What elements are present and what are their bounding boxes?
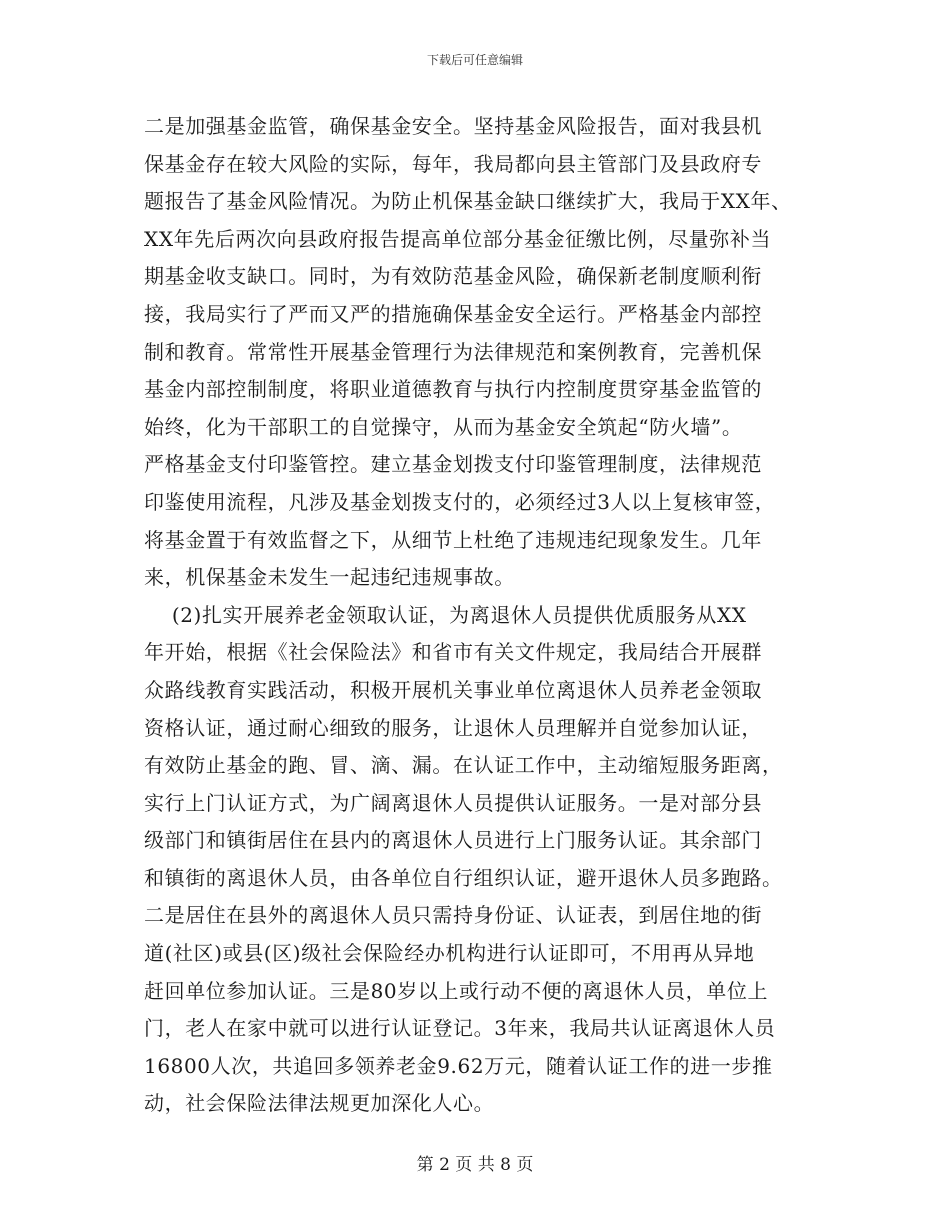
document-body [144,108,816,1123]
text-line: 接，我局实行了严而又严的措施确保基金安全运行。严格基金内部控 [144,301,762,326]
text-line: 赶回单位参加认证。三是80岁以上或行动不便的离退休人员，单位上 [144,978,769,1003]
text-line: 将基金置于有效监督之下，从细节上杜绝了违规违纪现象发生。几年 [144,527,762,552]
text-line: XX年先后两次向县政府报告提高单位部分基金征缴比例，尽量弥补当 [144,226,772,251]
text-line: 16800人次，共追回多领养老金9.62万元，随着认证工作的进一步推 [144,1053,773,1078]
text-line: 年开始，根据《社会保险法》和省市有关文件规定，我局结合开展群 [144,640,762,665]
text-line: 制和教育。常常性开展基金管理行为法律规范和案例教育，完善机保 [144,339,762,364]
text-line: 题报告了基金风险情况。为防止机保基金缺口继续扩大，我局于XX年、 [144,189,792,214]
text-line: 有效防止基金的跑、冒、滴、漏。在认证工作中，主动缩短服务距离， [144,753,783,778]
text-line: 实行上门认证方式，为广阔离退休人员提供认证服务。一是对部分县 [144,790,762,815]
text-line: 门，老人在家中就可以进行认证登记。3年来，我局共认证离退休人员 [144,1016,776,1041]
text-line: 众路线教育实践活动，积极开展机关事业单位离退休人员养老金领取 [144,677,762,702]
page-footer: 第 2 页 共 8 页 [416,1155,534,1175]
text-line: 二是居住在县外的离退休人员只需持身份证、认证表，到居住地的街 [144,903,762,928]
text-line: 严格基金支付印鉴管控。建立基金划拨支付印鉴管理制度，法律规范 [144,452,762,477]
text-line: (2)扎实开展养老金领取认证，为离退休人员提供优质服务从XX [144,602,747,627]
text-line: 资格认证，通过耐心细致的服务，让退休人员理解并自觉参加认证， [144,715,762,740]
text-line: 印鉴使用流程，凡涉及基金划拨支付的，必须经过3人以上复核审签， [144,489,776,514]
text-line: 始终，化为干部职工的自觉操守，从而为基金安全筑起“防火墙”。 [144,414,743,439]
text-line: 基金内部控制制度，将职业道德教育与执行内控制度贯穿基金监管的 [144,377,762,402]
page-header: 下载后可任意编辑 [426,53,523,67]
text-line: 道(社区)或县(区)级社会保险经办机构进行认证即可，不用再从异地 [144,941,755,966]
text-line: 保基金存在较大风险的实际，每年，我局都向县主管部门及县政府专 [144,151,762,176]
text-line: 级部门和镇街居住在县内的离退休人员进行上门服务认证。其余部门 [144,828,762,853]
text-line: 和镇街的离退休人员，由各单位自行组织认证，避开退休人员多跑路。 [144,865,783,890]
text-line: 来，机保基金未发生一起违纪违规事故。 [144,565,515,590]
text-line: 期基金收支缺口。同时，为有效防范基金风险，确保新老制度顺利衔 [144,264,762,289]
text-line: 动，社会保险法律法规更加深化人心。 [144,1091,495,1116]
text-line: 二是加强基金监管，确保基金安全。坚持基金风险报告，面对我县机 [144,114,762,138]
